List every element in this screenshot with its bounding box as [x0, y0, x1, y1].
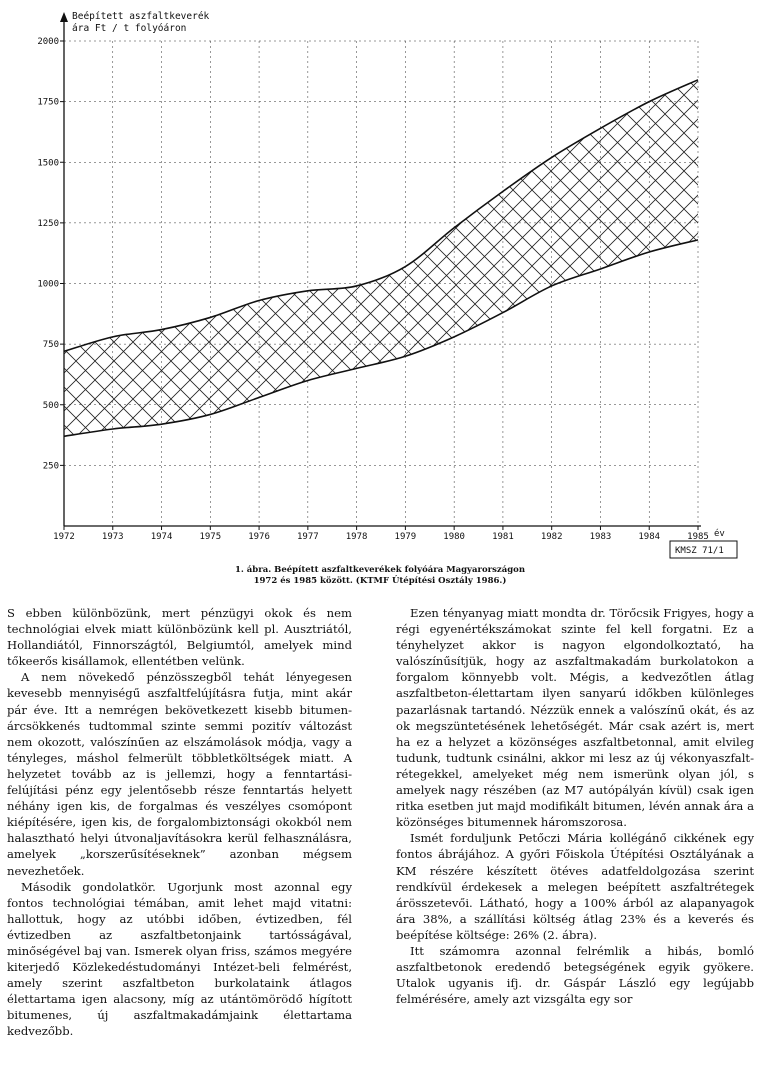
- x-tick-label: 1984: [638, 532, 661, 542]
- figure-caption-line1: 1. ábra. Beépített aszfaltkeverékek folyóára Magyarországon: [234, 565, 526, 575]
- x-tick-label: 1977: [297, 532, 319, 542]
- paragraph: A nem növekedő pénzösszegből tehát lényegesen kevesebb mennyiségű aszfaltfelújításra futja, mint akár pár éve. Itt a nemrégen bekövetkezett kisebb bitumen-árcsökkenés tudtommal szinte semmi pozitív változást nem okozott, valószínűen az elszámolások módja, vagy a tényleges, máshol felmerült többletköltségek miatt. A helyzetet tovább az is jellemzi, hogy a fenntartási-felújítási pénz egy jelentősebb része fenntartás helyett néhány igen kis, de forgalmas és veszélyes csomópont kiépítésére, igen kis, de forgalombiztonsági okokból nem halasztható helyi útvonaljavításokra kerül felhasználásra, amelyek „korszerűsítéseknek” azonban mégsem nevezhetőek.: [7, 670, 352, 878]
- x-tick-label: 1974: [150, 532, 173, 542]
- stamp-text: KMSZ 71/1: [675, 546, 724, 556]
- x-tick-label: 1976: [248, 532, 270, 542]
- paragraph: Itt számomra azonnal felrémlik a hibás, bomló aszfaltbetonok eredendő betegségének egyik gyökere. Utalok ugyanis ifj. dr. Gáspár László egy legújabb felmérésére, amely azt vizsgálta egy sor: [396, 943, 754, 1007]
- y-axis-label-line2: ára Ft / t folyóáron: [72, 23, 187, 34]
- x-tick-label: 1978: [345, 532, 368, 542]
- x-tick-label: 1985: [687, 532, 709, 542]
- price-band-hatch: [64, 80, 698, 436]
- x-tick-labels: [53, 526, 709, 542]
- y-tick-label: 1500: [37, 158, 59, 169]
- x-tick-label: 1972: [53, 532, 75, 542]
- x-tick-label: 1982: [540, 532, 563, 542]
- paragraph: Ismét forduljunk Petőczi Mária kollégánő cikkének egy fontos ábrájához. A győri Főiskola Útépítési Osztályának a KM részére készített ötéves adatfeldolgozása szerint rendkívül érdekesek a melegen beépített aszfaltrétegek árösszetevői. Látható, hogy a 100% árból az alapanyagok ára 38%, a szállítási költség átlag 23% és a keverés és beépítése költsége: 26% (2. ábra).: [396, 831, 754, 942]
- paragraph: S ebben különbözünk, mert pénzügyi okok és nem technológiai elvek miatt különbözünk kell pl. Ausztriától, Hollandiától, Finnországtól, Belgiumtól, amelyek mind tőkeerős kisállamok, ellentétben velünk.: [7, 606, 352, 669]
- y-tick-label: 1000: [37, 279, 59, 290]
- y-tick-label: 1250: [37, 218, 59, 229]
- y-tick-label: 2000: [37, 37, 59, 47]
- y-tick-label: 1750: [37, 97, 59, 108]
- x-tick-label: 1979: [394, 532, 417, 542]
- y-tick-label: 250: [42, 461, 59, 472]
- right-text-column: [396, 605, 754, 1007]
- y-axis-label-line1: Beépített aszfaltkeverék: [72, 11, 210, 22]
- x-tick-label: 1975: [199, 532, 222, 542]
- paragraph: Ezen tényanyag miatt mondta dr. Törőcsik Frigyes, hogy a régi egyenértékszámokat szinte fel kell forgatni. Ez a tényhelyzet akkor is nagyon elgondolkoztató, ha valószínűsítjük, hogy az aszfaltmakadám burkolatokon a forgalom könnyebb volt. Mégis, a kedvezőtlen átlag aszfaltbeton-élettartam ilyen sanyarú időkben különleges pazarlásnak tartandó. Nézzük ennek a valószínű okát, és az ok megszüntetésének lehetőségét. Már csak azért is, mert ha ez a helyzet a közönséges aszfaltbetonnal, amit elvileg tudunk, tudtunk csinálni, akkor mi lesz az új vékonyaszfalt-rétegekkel, amelyeket még nem ismerünk olyan jól, s amelyek nagy részében (az M7 autópályán kívül) csak igen ritka esetben jut majd modifikált bitumen, lévén annak ára a közönséges bitumennek háromszorosa.: [396, 606, 754, 830]
- figure-caption-line2: 1972 és 1985 között. (KTMF Útépítési Osztály 1986.): [253, 576, 507, 586]
- x-axis-label: év: [714, 529, 725, 539]
- x-tick-label: 1980: [443, 532, 465, 542]
- x-tick-label: 1981: [492, 532, 514, 542]
- paragraph: Második gondolatkör. Ugorjunk most azonnal egy fontos technológiai témában, amit lehet majd vitatni: hallottuk, hogy az utóbbi időben, évtizedben, fél évtizedben az aszfaltbetonjaink tartósságával, minőségével baj van. Ismerek olyan friss, számos megyére kiterjedő Közlekedéstudományi Intézet-beli felmérést, amely szerint aszfaltbeton burkolataink átlagos élettartama igen alacsony, míg az utántömörödő hígított bitumenes, új aszfaltmakadámjaink élettartama kedvezőbb.: [7, 879, 352, 1039]
- y-tick-labels: [37, 37, 64, 471]
- y-tick-label: 750: [42, 340, 59, 351]
- x-tick-label: 1983: [589, 532, 612, 542]
- y-axis-arrow: [60, 12, 68, 22]
- x-tick-label: 1973: [101, 532, 124, 542]
- y-tick-label: 500: [42, 400, 59, 411]
- left-text-column: [7, 605, 352, 1040]
